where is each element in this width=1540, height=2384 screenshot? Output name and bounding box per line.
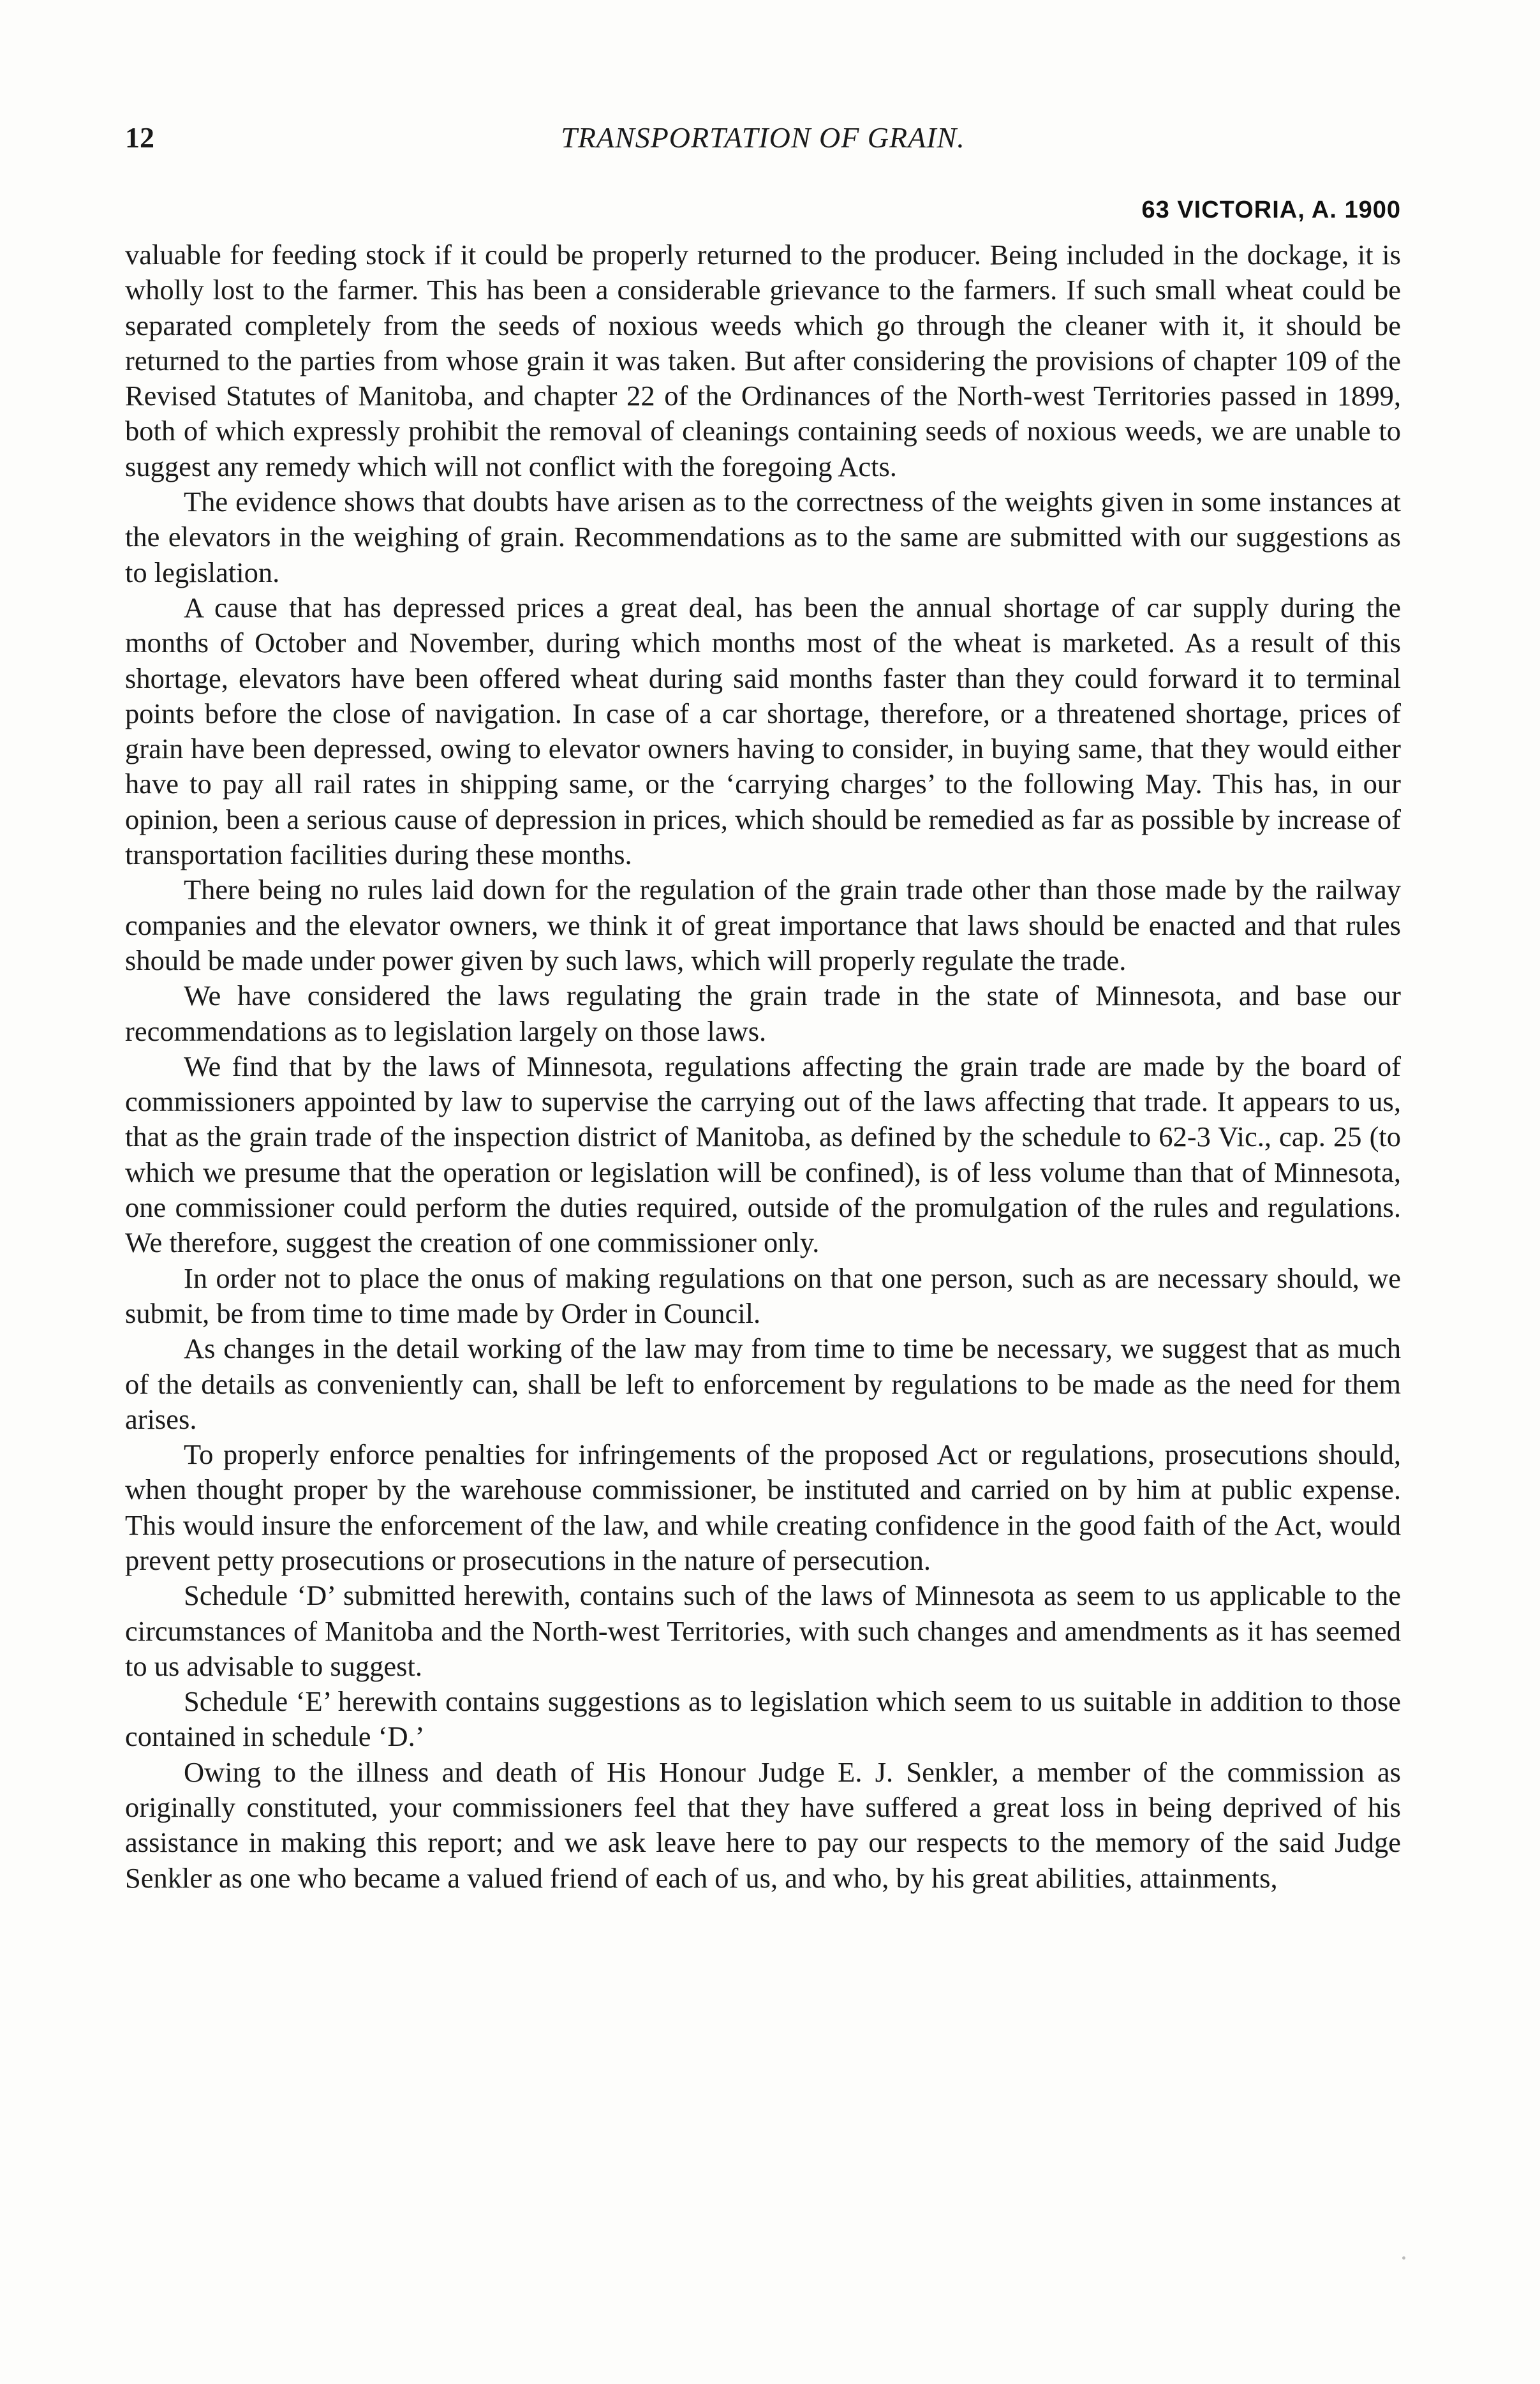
paragraph-no-rules: There being no rules laid down for the regulation of the grain trade other than those made by the railway companies and the elevator owners, we think it of great importance that laws should be enacted and that rules should be made under power given by such laws, which will properly regulate the trade. [125, 874, 1401, 976]
paragraph-continued: valuable for feeding stock if it could be properly returned to the producer. Being included in the dockage, it is wholly lost to the farmer. This has been a considerable grievance to the farmers. If such small wheat could be separated completely from the seeds of noxious weeds which go through the cleaner with it, it should be returned to the parties from whose grain it was taken. But after considering the provisions of chapter 109 of the Revised Statutes of Manitoba, and chapter 22 of the Ordinances of the North-west Territories passed in 1899, both of which expressly prohibit the removal of cleanings containing seeds of noxious weeds, we are unable to suggest any remedy which will not conflict with the foregoing Acts. [125, 239, 1401, 482]
paragraph-senkler: Owing to the illness and death of His Honour Judge E. J. Senkler, a member of the commission as originally constituted, your commissioners feel that they have suffered a great loss in being deprived of his assistance in making this report; and we ask leave here to pay our respects to the memory of the said Judge Senkler as one who became a valued friend of each of us, and who, by his great abilities, attainments, [125, 1755, 1401, 1894]
paper-speck [1402, 2256, 1405, 2260]
body-text [125, 237, 1401, 1896]
paragraph-commissioner: We find that by the laws of Minnesota, regulations affecting the grain trade are made by the board of commissioners appointed by law to supervise the carrying out of the laws affecting that trade. It appears to us, that as the grain trade of the inspection district of Manitoba, as defined by the schedule to 62-3 Vic., cap. 25 (to which we presume that the operation or legislation will be confined), is of less volume than that of Minnesota, one commissioner could perform the duties required, outside of the promulgation of the rules and regulations. We therefore, suggest the creation of one commissioner only. [125, 1050, 1401, 1259]
paragraph-schedule-d: Schedule ‘D’ submitted herewith, contains such of the laws of Minnesota as seem to us applicable to the circumstances of Manitoba and the North-west Territories, with such changes and amendments as it has seemed to us advisable to suggest. [125, 1579, 1401, 1682]
page-number: 12 [125, 121, 154, 154]
paragraph-schedule-e: Schedule ‘E’ herewith contains suggestions as to legislation which seem to us suitable in addition to those contained in schedule ‘D.’ [125, 1685, 1401, 1753]
paragraph-order-in-council: In order not to place the onus of making regulations on that one person, such as are necessary should, we submit, be from time to time made by Order in Council. [125, 1262, 1401, 1329]
running-head [125, 119, 1401, 157]
paragraph-prosecutions: To properly enforce penalties for infringements of the proposed Act or regulations, prosecutions should, when thought proper by the warehouse commissioner, be instituted and carried on by him at public expense. This would insure the enforcement of the law, and while creating confidence in the good faith of the Act, would prevent petty prosecutions or prosecutions in the nature of persecution. [125, 1438, 1401, 1576]
running-title: TRANSPORTATION OF GRAIN. [561, 121, 965, 154]
paragraph-minnesota-laws: We have considered the laws regulating the grain trade in the state of Minnesota, and base our recommendations as to legislation largely on those laws. [125, 980, 1401, 1047]
paragraph-regulations: As changes in the detail working of the law may from time to time be necessary, we suggest that as much of the details as conveniently can, shall be left to enforcement by regulations to be made as the need for them arises. [125, 1332, 1401, 1435]
session-label: 63 VICTORIA, A. 1900 [1141, 197, 1401, 223]
paragraph-weights: The evidence shows that doubts have arisen as to the correctness of the weights given in some instances at the elevators in the weighing of grain. Recommendations as to the same are submitted with our suggestions as to legislation. [125, 486, 1401, 588]
paragraph-car-shortage: A cause that has depressed prices a great deal, has been the annual shortage of car supply during the months of October and November, during which months most of the wheat is marketed. As a result of this shortage, elevators have been offered wheat during said months faster than they could forward it to terminal points before the close of navigation. In case of a car shortage, therefore, or a threatened shortage, prices of grain have been depressed, owing to elevator owners having to consider, in buying same, that they would either have to pay all rail rates in shipping same, or the ‘carrying charges’ to the following May. This has, in our opinion, been a serious cause of depression in prices, which should be remedied as far as possible by increase of transportation facilities during these months. [125, 591, 1401, 871]
